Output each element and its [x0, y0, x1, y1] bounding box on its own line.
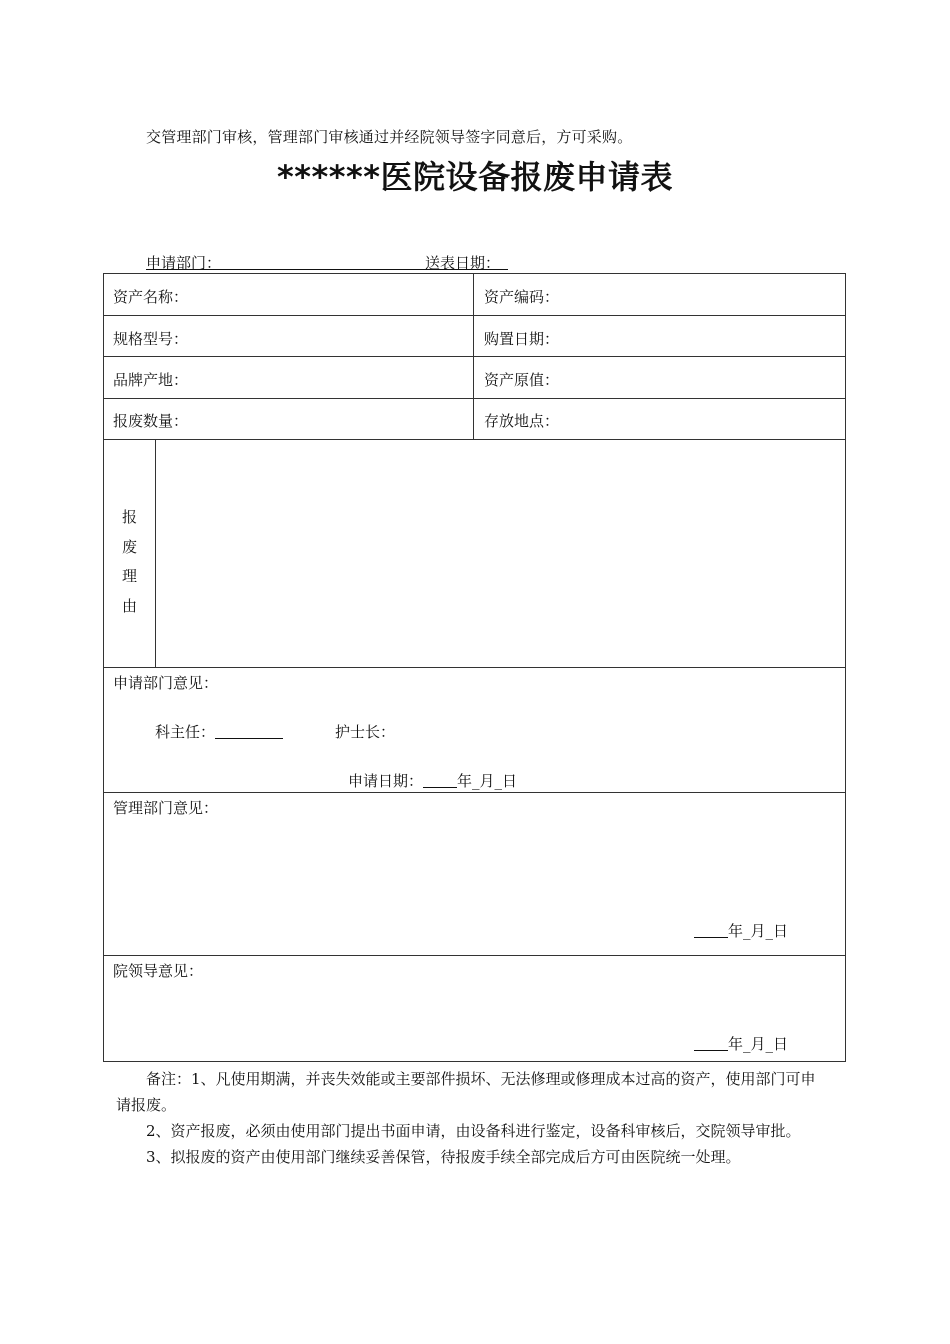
director-label: 科主任：: [155, 723, 216, 741]
apply-date-suffix: 年_月_日: [457, 772, 518, 790]
submit-date-header: [425, 252, 508, 273]
apply-dept-blank[interactable]: [221, 255, 426, 270]
scrap-form-table: [103, 273, 846, 1062]
row-divider: [104, 792, 845, 793]
column-divider: [473, 274, 474, 440]
purchase-date-field[interactable]: 购置日期：: [484, 330, 560, 348]
submit-date-label: 送表日期：: [425, 254, 501, 272]
reason-input-area[interactable]: [157, 441, 843, 666]
brand-origin-field[interactable]: 品牌产地：: [113, 371, 189, 389]
row-divider: [104, 667, 845, 668]
apply-dept-opinion-label: 申请部门意见：: [113, 674, 219, 692]
reason-label-char: 报: [122, 508, 138, 526]
page-title: ******医院设备报废申请表: [277, 158, 673, 196]
remark-2: 2、资产报废，必须由使用部门提出书面申请，由设备科进行鉴定，设备科审核后，交院领导审批。: [146, 1122, 801, 1140]
apply-dept-header: [146, 252, 426, 273]
row-divider: [104, 439, 845, 440]
director-signature-blank[interactable]: [215, 724, 283, 739]
remark-1: 备注：1、凡使用期满，并丧失效能或主要部件损坏、无法修理或修理成本过高的资产，使用部门可申请报废。: [116, 1070, 816, 1114]
mgmt-dept-opinion-label: 管理部门意见：: [113, 799, 219, 817]
mgmt-date-blank[interactable]: [694, 923, 728, 938]
row-divider: [104, 356, 845, 357]
leader-date-blank[interactable]: [694, 1036, 728, 1051]
apply-dept-label: 申请部门：: [146, 254, 222, 272]
column-divider: [155, 440, 156, 667]
submit-date-blank[interactable]: [500, 255, 508, 270]
reason-label-char: 理: [122, 567, 138, 585]
reason-label-char: 由: [122, 597, 138, 615]
original-value-field[interactable]: 资产原值：: [484, 371, 560, 389]
remarks: [116, 1066, 816, 1170]
asset-code-field[interactable]: 资产编码：: [484, 288, 560, 306]
reason-label-char: 废: [122, 538, 138, 556]
leader-date: [694, 1033, 788, 1054]
remark-3: 3、拟报废的资产由使用部门继续妥善保管，待报废手续全部完成后方可由医院统一处理。: [146, 1148, 741, 1166]
row-divider: [104, 398, 845, 399]
model-field[interactable]: 规格型号：: [113, 330, 189, 348]
apply-date-blank[interactable]: [423, 773, 457, 788]
location-field[interactable]: 存放地点：: [484, 412, 560, 430]
leader-date-suffix: 年_月_日: [728, 1035, 789, 1053]
head-nurse-label: 护士长：: [335, 723, 396, 741]
mgmt-date-suffix: 年_月_日: [728, 922, 789, 940]
row-divider: [104, 315, 845, 316]
asset-name-field[interactable]: 资产名称：: [113, 288, 189, 306]
scrap-qty-field[interactable]: 报废数量：: [113, 412, 189, 430]
top-note: 交管理部门审核，管理部门审核通过并经院领导签字同意后，方可采购。: [146, 128, 633, 146]
apply-date: [348, 770, 517, 791]
apply-date-label: 申请日期：: [348, 772, 424, 790]
mgmt-date: [694, 920, 788, 941]
leader-opinion-label: 院领导意见：: [113, 962, 204, 980]
director-signature: [155, 721, 283, 742]
row-divider: [104, 955, 845, 956]
